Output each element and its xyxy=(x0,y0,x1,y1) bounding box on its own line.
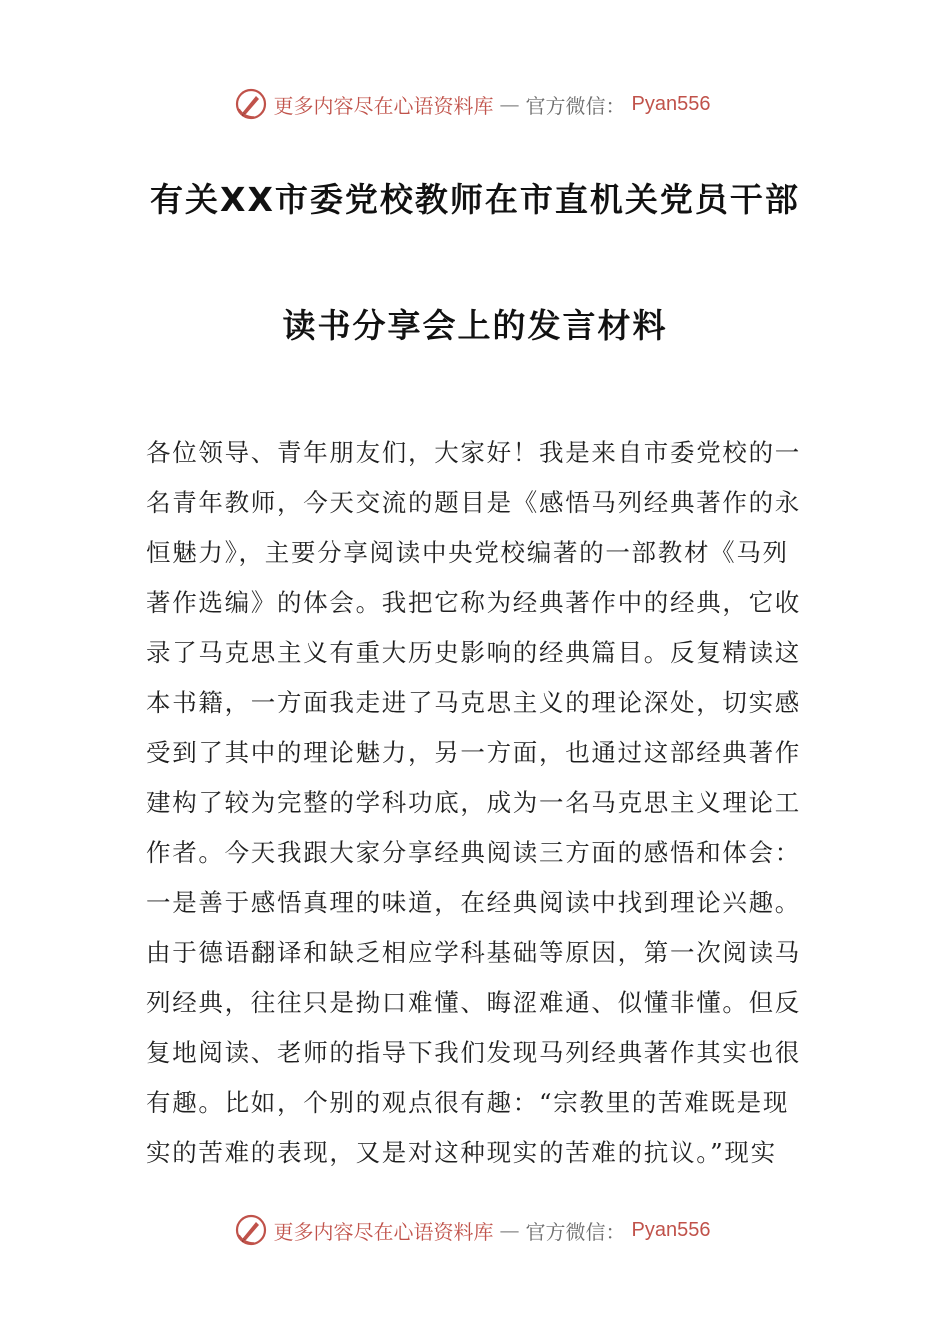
body-line: 名青年教师，今天交流的题目是《感悟马列经典著作的永 xyxy=(146,488,801,517)
body-line: 列经典，往往只是拗口难懂、晦涩难通、似懂非懂。但反 xyxy=(146,988,801,1017)
body-line: 由于德语翻译和缺乏相应学科基础等原因，第一次阅读马 xyxy=(146,938,801,967)
header-banner xyxy=(0,84,950,124)
body-line: 本书籍，一方面我走进了马克思主义的理论深处，切实感 xyxy=(146,688,801,717)
footer-wechat-id: Pyan556 xyxy=(631,1218,711,1241)
header-banner-separator: — xyxy=(499,92,520,116)
body-line: 建构了较为完整的学科功底，成为一名马克思主义理论工 xyxy=(146,788,801,817)
body-line: 各位领导、青年朋友们，大家好！我是来自市委党校的一 xyxy=(146,438,801,467)
body-line: 著作选编》的体会。我把它称为经典著作中的经典，它收 xyxy=(146,588,801,617)
document-title-line2: 读书分享会上的发言材料 xyxy=(282,306,668,345)
footer-banner-separator: — xyxy=(499,1218,520,1242)
body-line: 实的苦难的表现，又是对这种现实的苦难的抗议。”现实 xyxy=(146,1138,777,1167)
body-line: 一是善于感悟真理的味道，在经典阅读中找到理论兴趣。 xyxy=(146,888,801,917)
header-banner-content xyxy=(234,87,711,121)
body-line: 恒魅力》，主要分享阅读中央党校编著的一部教材《马列 xyxy=(146,538,789,567)
body-line: 受到了其中的理论魅力，另一方面，也通过这部经典著作 xyxy=(146,738,801,767)
header-wechat-id: Pyan556 xyxy=(631,92,711,115)
body-line: 录了马克思主义有重大历史影响的经典篇目。反复精读这 xyxy=(146,638,801,667)
footer-banner-content xyxy=(234,1213,711,1247)
footer-wechat-label: 官方微信： xyxy=(525,1219,626,1244)
body-line: 复地阅读、老师的指导下我们发现马列经典著作其实也很 xyxy=(146,1038,801,1067)
document-body xyxy=(146,428,806,1178)
body-line: 有趣。比如，个别的观点很有趣：“宗教里的苦难既是现 xyxy=(146,1088,790,1117)
header-wechat-label: 官方微信： xyxy=(525,93,626,118)
pen-logo-icon xyxy=(234,87,268,121)
footer-banner xyxy=(0,1210,950,1250)
body-line: 作者。今天我跟大家分享经典阅读三方面的感悟和体会： xyxy=(146,838,801,867)
footer-banner-text: 更多内容尽在心语资料库 xyxy=(273,1219,494,1244)
document-title-line1: 有关XX市委党校教师在市直机关党员干部 xyxy=(150,180,800,219)
header-banner-text: 更多内容尽在心语资料库 xyxy=(273,93,494,118)
pen-logo-icon xyxy=(234,1213,268,1247)
